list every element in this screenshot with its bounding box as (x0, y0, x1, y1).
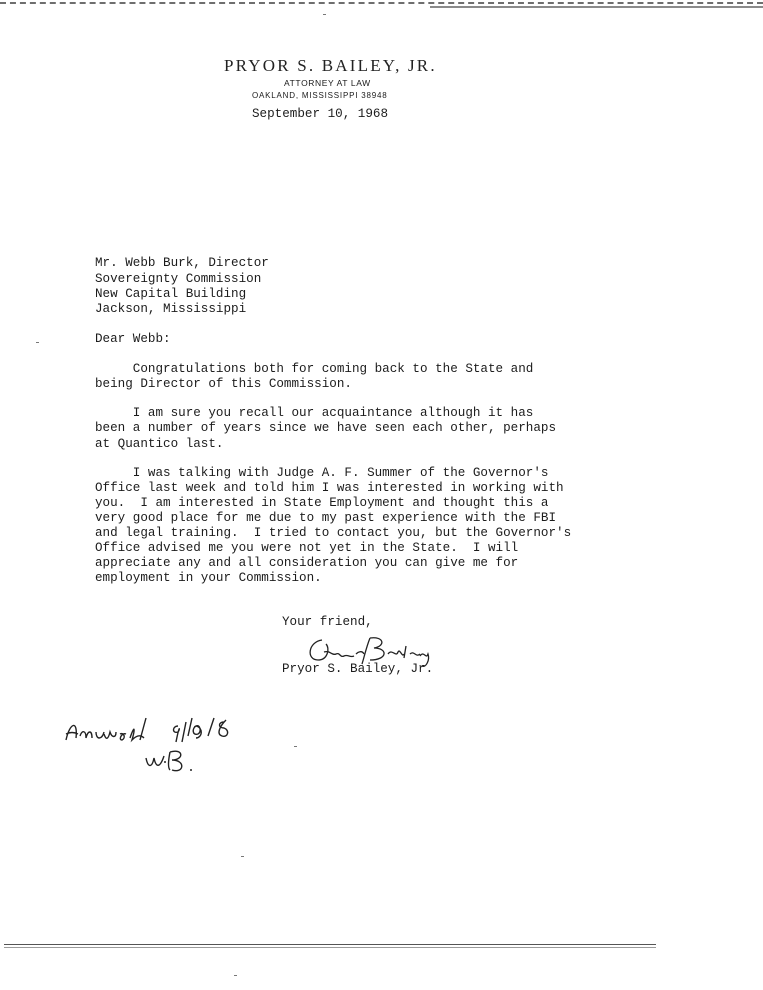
letterhead-name: PRYOR S. BAILEY, JR. (224, 56, 437, 75)
bottom-rule (4, 944, 656, 945)
body-line: Office last week and told him I was interested in working with (95, 481, 564, 495)
body-line: Congratulations both for coming back to the State and (95, 362, 534, 376)
signature-typed: Pryor S. Bailey, Jr. (282, 662, 434, 676)
body-line: appreciate any and all consideration you can give me for (95, 556, 519, 570)
bottom-rule-shadow (4, 947, 656, 948)
recipient-line: Jackson, Mississippi (95, 302, 247, 316)
scan-speck (294, 746, 297, 747)
recipient-line: Mr. Webb Burk, Director (95, 256, 269, 270)
letterhead-address: OAKLAND, MISSISSIPPI 38948 (252, 91, 388, 100)
recipient-line: New Capital Building (95, 287, 247, 301)
body-line: Office advised me you were not yet in the State. I will (95, 541, 519, 555)
salutation: Dear Webb: (95, 332, 171, 346)
scan-speck (234, 975, 237, 976)
top-border-accent (430, 6, 763, 8)
body-line: I am sure you recall our acquaintance although it has (95, 406, 534, 420)
body-line: you. I am interested in State Employment and thought this a (95, 496, 549, 510)
letterhead-title: ATTORNEY AT LAW (284, 78, 371, 88)
body-line: at Quantico last. (95, 437, 224, 451)
scan-speck (36, 342, 39, 343)
body-line: employment in your Commission. (95, 571, 322, 585)
body-line: very good place for me due to my past experience with the FBI (95, 511, 557, 525)
scan-speck (323, 14, 326, 15)
body-line: been a number of years since we have seen each other, perhaps (95, 421, 557, 435)
body-line: being Director of this Commission. (95, 377, 352, 391)
recipient-line: Sovereignty Commission (95, 272, 262, 286)
letter-date: September 10, 1968 (252, 107, 389, 121)
closing: Your friend, (282, 615, 373, 629)
handwritten-note (60, 712, 280, 782)
body-line: and legal training. I tried to contact you, but the Governor's (95, 526, 572, 540)
scan-speck (241, 856, 244, 857)
body-line: I was talking with Judge A. F. Summer of the Governor's (95, 466, 549, 480)
